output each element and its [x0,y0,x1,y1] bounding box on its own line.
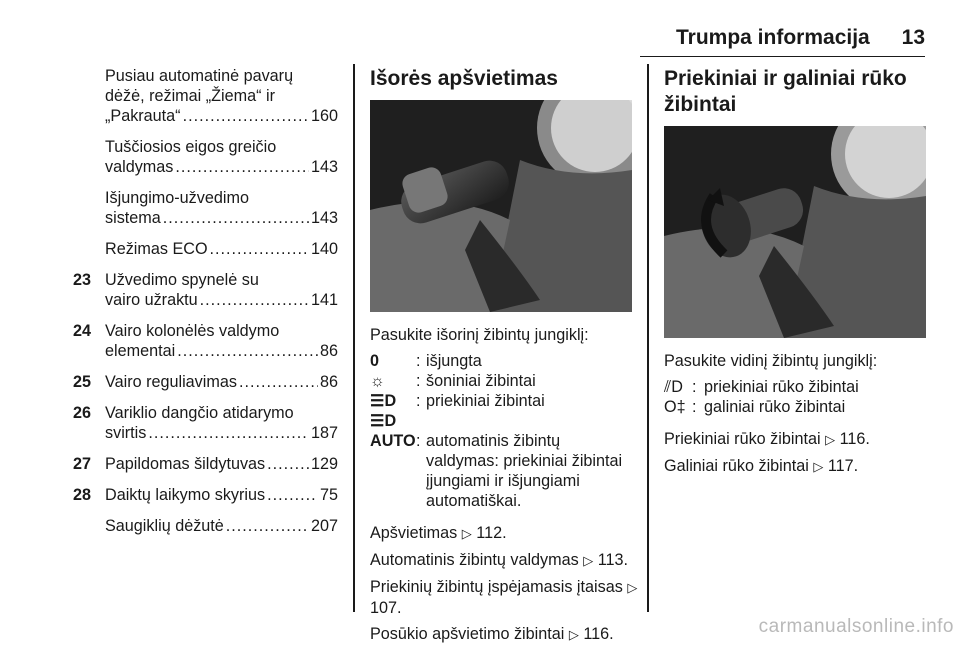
legend-colon: : [416,372,421,390]
legend-text: priekiniai žibintai [426,392,545,410]
entry-number: 24 [73,322,92,340]
entry-number: 28 [73,486,92,504]
legend-text: galiniai rūko žibintai [704,398,846,416]
entry-text: valdymas [105,158,174,176]
reference-text: Posūkio apšvietimo žibintai [370,625,565,643]
reference-arrow-icon: ▷ [568,627,579,642]
index-entry [73,239,338,259]
reference-line [370,550,638,571]
exterior-legend [370,351,638,511]
legend-symbol: ☼ [370,372,385,390]
reference-page[interactable]: 112. [476,524,507,542]
reference-line [664,429,929,450]
index-entry [73,516,338,536]
entry-page[interactable]: 187 [310,424,338,442]
leader-dots [177,341,318,361]
fog-symbol-icon: O‡ [664,398,686,416]
entry-text: Užvedimo spynelė su [105,271,259,289]
legend-text: išjungta [426,352,482,370]
reference-text: Priekiniai rūko žibintai [664,430,821,448]
entry-number: 27 [73,455,92,473]
index-entry [73,321,338,361]
legend-colon: : [416,352,421,370]
fog-lights-section [664,66,929,483]
entry-text: Išjungimo-užvedimo [105,189,249,207]
index-column [73,66,338,547]
light-switch-photo [370,100,632,312]
entry-text: Vairo kolonėlės valdymo [105,322,280,340]
legend-text: šoniniai žibintai [426,372,536,390]
reference-page[interactable]: 116. [583,625,614,643]
leader-dots [183,106,309,126]
index-entry [73,270,338,310]
entry-text: Vairo reguliavimas [105,373,237,391]
reference-arrow-icon: ▷ [825,432,836,447]
entry-text: Režimas ECO [105,240,208,258]
entry-text: vairo užraktu [105,291,198,309]
entry-text: svirtis [105,424,147,442]
entry-text: Tuščiosios eigos greičio [105,138,277,156]
leader-dots [175,157,309,177]
entry-page[interactable]: 207 [310,517,338,535]
reference-page[interactable]: 117. [827,457,859,475]
entry-text: elementai [105,342,176,360]
leader-dots [163,208,309,228]
reference-arrow-icon: ▷ [583,553,594,568]
reference-page[interactable]: 113. [597,551,629,569]
legend-symbol: 0 [370,352,380,370]
reference-line [664,456,929,477]
reference-page[interactable]: 116. [839,430,870,448]
exterior-lighting-section [370,66,638,651]
legend-text: įjungiami ir išjungiami [426,472,580,490]
entry-text: „Pakrauta“ [105,107,181,125]
index-entry [73,485,338,505]
entry-page[interactable]: 140 [310,240,338,258]
legend-text: priekiniai rūko žibintai [704,378,859,396]
fog-symbol-icon: ⫽D [664,378,683,396]
legend-symbol: ☰D ☰D [370,392,397,430]
entry-text: Pusiau automatinė pavarų [105,67,294,85]
reference-arrow-icon: ▷ [461,526,472,541]
entry-page[interactable]: 86 [319,342,338,360]
column-divider-2 [647,64,649,612]
watermark: carmanualsonline.info [758,616,954,637]
fog-heading: Priekiniai ir galiniai rūko žibintai [664,67,907,116]
index-entry [73,66,338,126]
legend-colon: : [416,432,421,450]
entry-page[interactable]: 129 [310,455,338,473]
reference-page[interactable]: 107. [370,599,402,617]
entry-page[interactable]: 75 [319,486,338,504]
entry-text: Papildomas šildytuvas [105,455,266,473]
legend-colon: : [416,392,421,410]
legend-text: automatiškai. [426,492,522,510]
entry-page[interactable]: 141 [310,291,338,309]
index-entry [73,403,338,443]
legend-text: valdymas: priekiniai žibintai [426,452,623,470]
entry-page[interactable]: 86 [319,373,338,391]
entry-text: sistema [105,209,161,227]
entry-page[interactable]: 143 [310,158,338,176]
reference-arrow-icon: ▷ [813,459,824,474]
column-divider-1 [353,64,355,612]
entry-number: 26 [73,404,92,422]
leader-dots [200,290,309,310]
reference-text: Automatinis žibintų valdymas [370,551,579,569]
entry-text: Variklio dangčio atidarymo [105,404,294,422]
fog-legend [664,377,929,417]
index-entry [73,454,338,474]
leader-dots [210,239,309,259]
reference-line [370,523,638,544]
legend-symbol: AUTO [370,432,416,450]
fog-switch-photo [664,126,926,338]
entry-text: dėžė, režimai „Žiema“ ir [105,87,276,105]
section-title: Trumpa informacija [676,26,870,49]
reference-arrow-icon: ▷ [627,580,638,595]
leader-dots [267,454,309,474]
leader-dots [226,516,309,536]
header-rule [640,56,925,57]
legend-colon: : [692,398,697,416]
index-entry [73,372,338,392]
reference-text: Priekinių žibintų įspėjamasis įtaisas [370,578,623,596]
page-number: 13 [901,26,925,49]
fog-references [664,429,929,477]
leader-dots [148,423,309,443]
leader-dots [267,485,318,505]
entry-text: Saugiklių dėžutė [105,517,224,535]
reference-text: Galiniai rūko žibintai [664,457,809,475]
reference-line [370,577,638,618]
entry-number: 23 [73,271,92,289]
legend-text: automatinis žibintų [426,432,561,450]
page-header [640,26,925,56]
entry-page[interactable]: 160 [310,107,338,125]
entry-number: 25 [73,373,92,391]
fog-instruction: Pasukite vidinį žibintų jungiklį: [664,352,878,370]
legend-colon: : [692,378,697,396]
index-entry [73,188,338,228]
entry-text: Daiktų laikymo skyrius [105,486,266,504]
leader-dots [239,372,318,392]
entry-page[interactable]: 143 [310,209,338,227]
exterior-references [370,523,638,645]
exterior-heading: Išorės apšvietimas [370,67,558,90]
reference-text: Apšvietimas [370,524,458,542]
index-entry [73,137,338,177]
exterior-instruction: Pasukite išorinį žibintų jungiklį: [370,326,589,344]
